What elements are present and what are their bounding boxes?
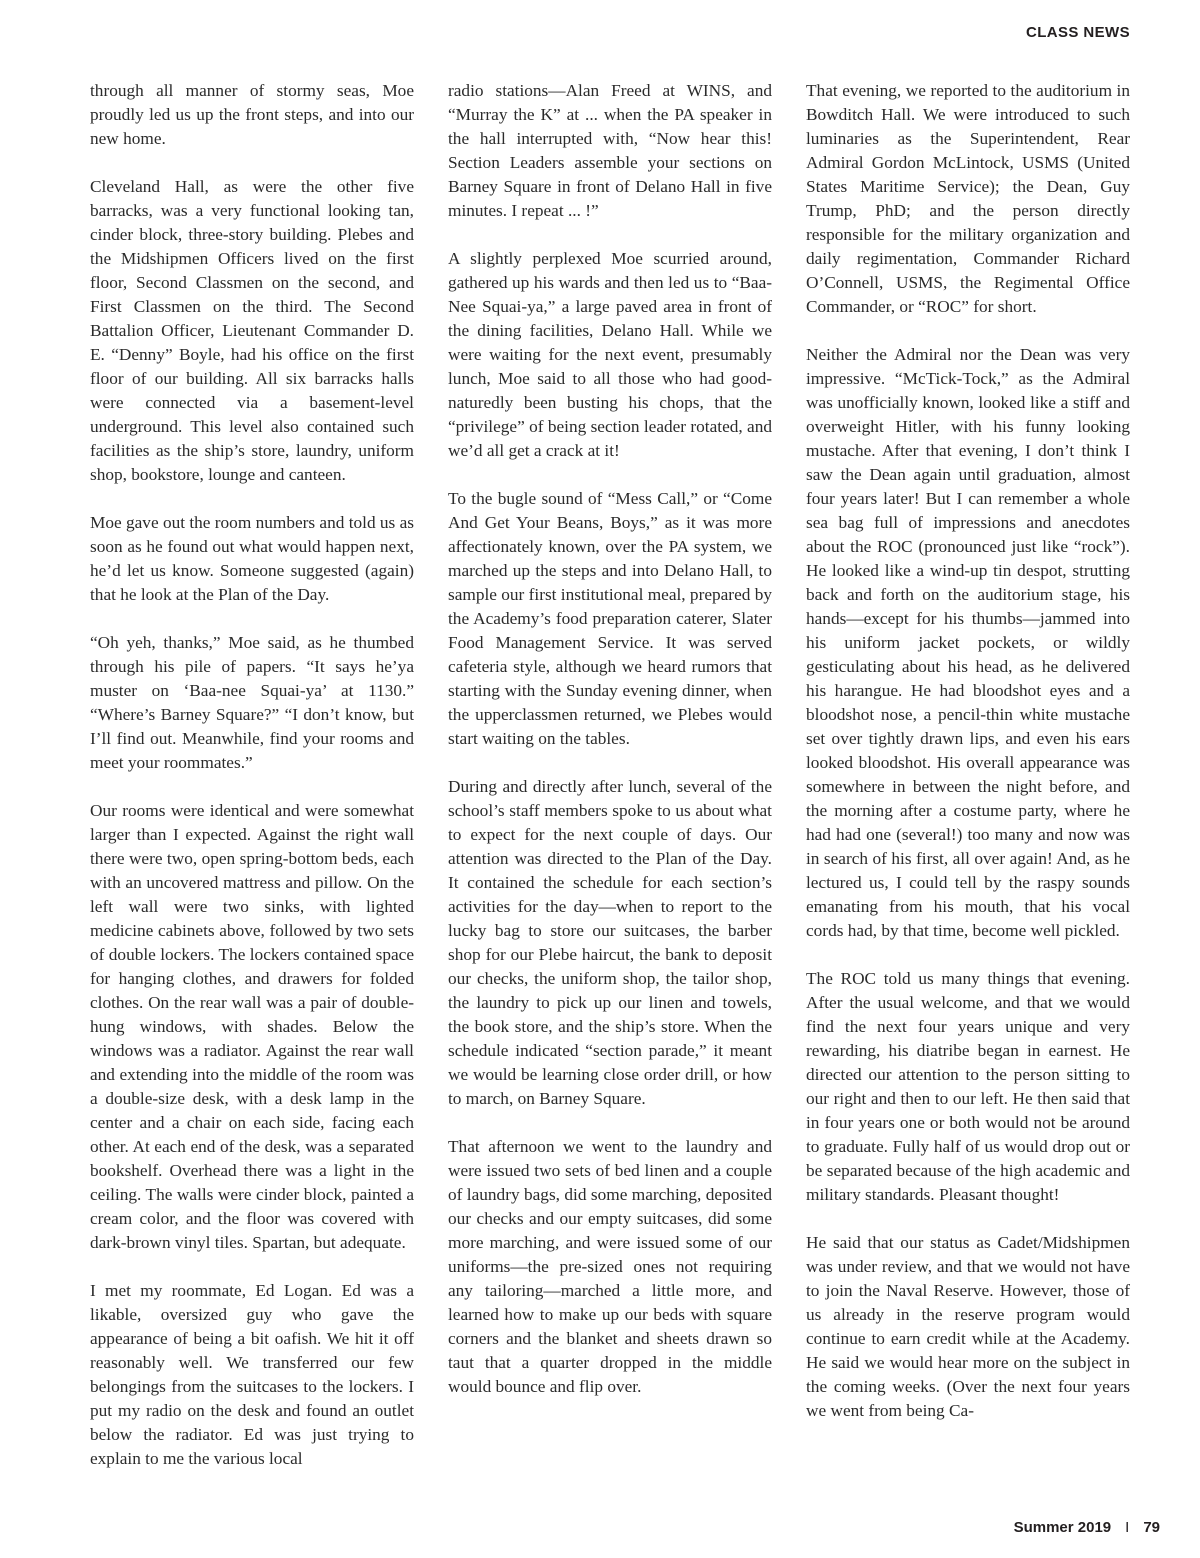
paragraph: The ROC told us many things that evening. After the usual welcome, and that we would find the next four years unique and very rewarding, his diatribe began in earnest. He directed our attention to the person sitting to our right and then to our left. He then said that in four years one or both would not be around to graduate. Fully half of us would drop out or be separated because of the high academic and military standards. Pleasant thought! bbox=[806, 969, 1130, 1204]
paragraph: “Oh yeh, thanks,” Moe said, as he thumbed through his pile of papers. “It says he’ya muster on ‘Baa-nee Squai-ya’ at 1130.” “Where’s Barney Square?” “I don’t know, but I’ll find out. Meanwhile, find your rooms and meet your roommates.” bbox=[90, 633, 414, 772]
text-column-1 bbox=[90, 79, 414, 1495]
footer-separator: I bbox=[1125, 1519, 1130, 1536]
paragraph: A slightly perplexed Moe scurried around, gathered up his wards and then led us to “Baa-Nee Squai-ya,” a large paved area in front of the dining facilities, Delano Hall. While we were waiting for the next event, presumably lunch, Moe said to all those who had good-naturedly been busting his chops, that the “privilege” of being section leader rotated, and we’d all get a crack at it! bbox=[448, 249, 772, 460]
paragraph: To the bugle sound of “Mess Call,” or “Come And Get Your Beans, Boys,” as it was more affectionately known, over the PA system, we marched up the steps and into Delano Hall, to sample our first institutional meal, prepared by the Academy’s food preparation caterer, Slater Food Management Service. It was served cafeteria style, although we heard rumors that starting with the Sunday evening dinner, when the upperclassmen returned, we Plebes would start waiting on the tables. bbox=[448, 489, 772, 748]
text-column-3 bbox=[806, 79, 1130, 1447]
paragraph: Moe gave out the room numbers and told us as soon as he found out what would happen next, he’d let us know. Someone suggested (again) that he look at the Plan of the Day. bbox=[90, 513, 414, 604]
section-header: CLASS NEWS bbox=[1025, 24, 1130, 41]
paragraph: through all manner of stormy seas, Moe proudly led us up the front steps, and into our new home. bbox=[90, 81, 414, 148]
paragraph: He said that our status as Cadet/Midshipmen was under review, and that we would not have to join the Naval Reserve. However, those of us already in the reserve program would continue to earn credit while at the Academy. He said we would hear more on the subject in the coming weeks. (Over the next four years we went from being Ca- bbox=[806, 1233, 1130, 1420]
issue-label: Summer 2019 bbox=[1013, 1519, 1112, 1536]
paragraph: radio stations—Alan Freed at WINS, and “Murray the K” at ... when the PA speaker in the hall interrupted with, “Now hear this! Section Leaders assemble your sections on Barney Square in front of Delano Hall in five minutes. I repeat ... !” bbox=[448, 81, 772, 220]
paragraph: I met my roommate, Ed Logan. Ed was a likable, oversized guy who gave the appearance of being a bit oafish. We hit it off reasonably well. We transferred our few belongings from the suitcases to the lockers. I put my radio on the desk and found an outlet below the radiator. Ed was just trying to explain to me the various local bbox=[90, 1281, 414, 1468]
page-footer bbox=[1014, 1519, 1160, 1536]
text-column-2 bbox=[448, 79, 772, 1423]
page-number: 79 bbox=[1143, 1519, 1160, 1536]
paragraph: Our rooms were identical and were somewhat larger than I expected. Against the right wall there were two, open spring-bottom beds, each with an uncovered mattress and pillow. On the left wall were two sinks, with lighted medicine cabinets above, followed by two sets of double lockers. The lockers contained space for hanging clothes, and drawers for folded clothes. On the rear wall was a pair of double-hung windows, with shades. Below the windows was a radiator. Against the rear wall and extending into the middle of the room was a double-size desk, with a desk lamp in the center and a chair on each side, facing each other. At each end of the desk, was a separated bookshelf. Overhead there was a light in the ceiling. The walls were cinder block, painted a cream color, and the floor was covered with dark-brown vinyl tiles. Spartan, but adequate. bbox=[90, 801, 414, 1252]
paragraph: Cleveland Hall, as were the other five barracks, was a very functional looking tan, cinder block, three-story building. Plebes and the Midshipmen Officers lived on the first floor, Second Classmen on the second, and First Classmen on the third. The Second Battalion Officer, Lieutenant Commander D. E. “Denny” Boyle, had his office on the first floor of our building. All six barracks halls were connected via a basement-level underground. This level also contained such facilities as the ship’s store, laundry, uniform shop, bookstore, lounge and canteen. bbox=[90, 177, 414, 484]
paragraph: Neither the Admiral nor the Dean was very impressive. “McTick-Tock,” as the Admiral was unofficially known, looked like a stiff and overweight Hitler, with his funny looking mustache. After that evening, I don’t think I saw the Dean again until graduation, almost four years later! But I can remember a whole sea bag full of impressions and anecdotes about the ROC (pronounced just like “rock”). He looked like a wind-up tin despot, strutting back and forth on the auditorium stage, his hands—except for his thumbs—jammed into his uniform jacket pockets, or wildly gesticulating about his head, as he delivered his harangue. He had bloodshot eyes and a bloodshot nose, a pencil-thin white mustache set over tightly drawn lips, and even his ears looked bloodshot. His overall appearance was somewhere in between the night before, and the morning after a costume party, where he had had one (several!) too many and now was in search of his first, all over again! And, as he lectured us, I could tell by the raspy sounds emanating from his mouth, that his vocal cords had, by that time, become well pickled. bbox=[806, 345, 1130, 940]
paragraph: During and directly after lunch, several of the school’s staff members spoke to us about what to expect for the next couple of days. Our attention was directed to the Plan of the Day. It contained the schedule for each section’s activities for the day—when to report to the lucky bag to store our suitcases, the barber shop for our Plebe haircut, the bank to deposit our checks, the uniform shop, the tailor shop, the laundry to pick up our linen and towels, the book store, and the ship’s store. When the schedule indicated “section parade,” it meant we would be learning close order drill, or how to march, on Barney Square. bbox=[448, 777, 772, 1108]
paragraph: That afternoon we went to the laundry and were issued two sets of bed linen and a couple of laundry bags, did some marching, deposited our checks and our empty suitcases, did some more marching, and were issued some of our uniforms—the pre-sized ones not requiring any tailoring—marched a little more, and learned how to make up our beds with square corners and the blanket and sheets drawn so taut that a quarter dropped in the middle would bounce and flip over. bbox=[448, 1137, 772, 1396]
paragraph: That evening, we reported to the auditorium in Bowditch Hall. We were introduced to such luminaries as the Superintendent, Rear Admiral Gordon McLintock, USMS (United States Maritime Service); the Dean, Guy Trump, PhD; and the person directly responsible for the military organization and daily regimentation, Commander Richard O’Connell, USMS, the Regimental Office Commander, or “ROC” for short. bbox=[806, 81, 1130, 316]
